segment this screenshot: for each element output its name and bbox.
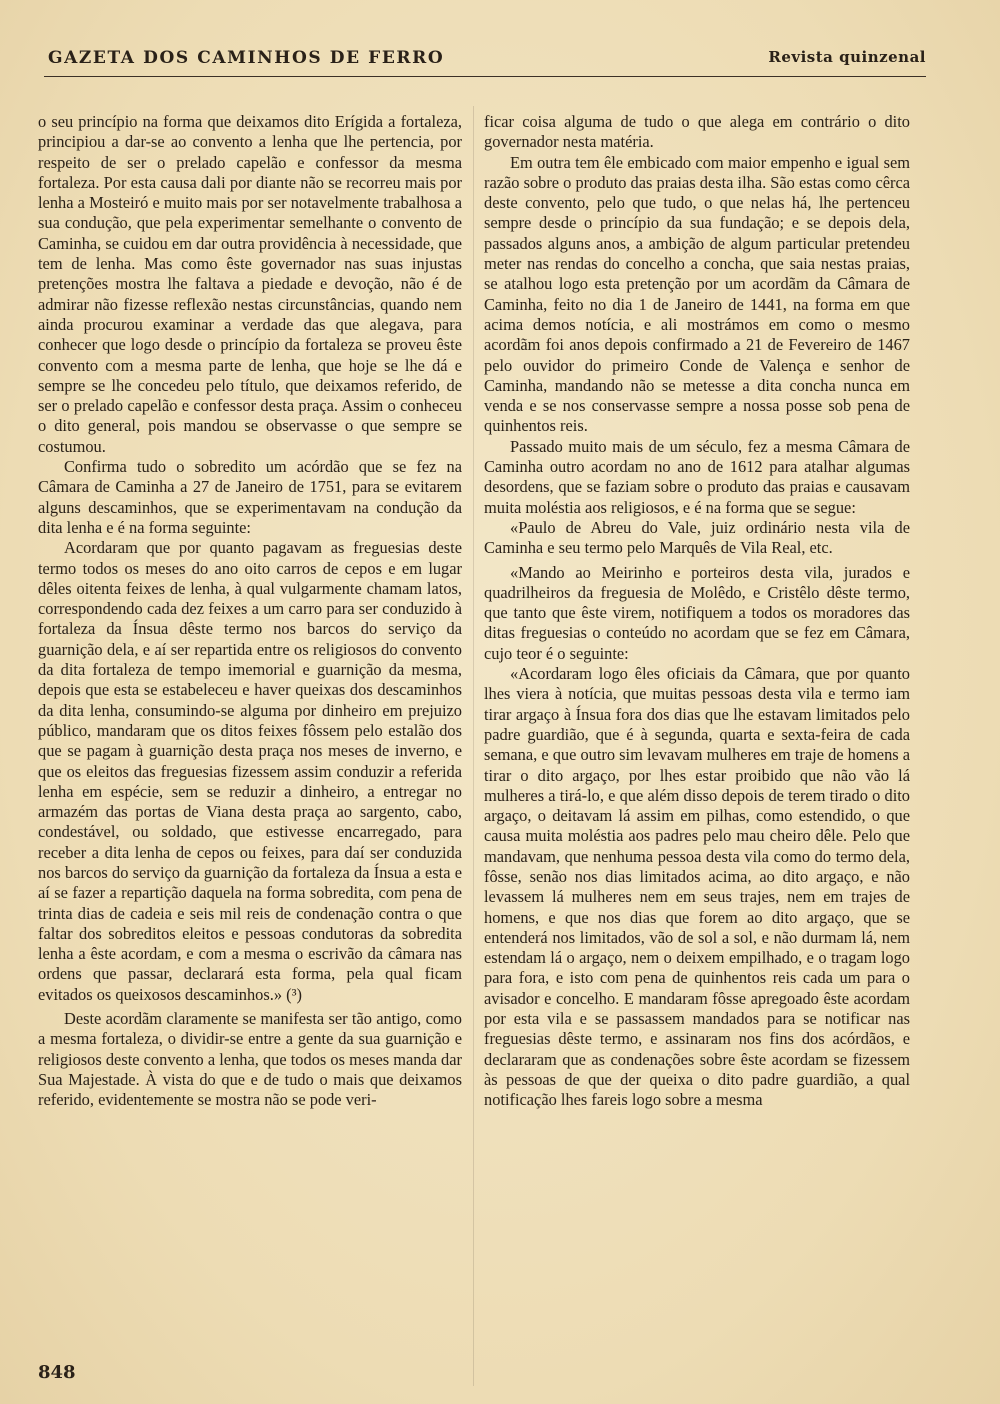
left-column [38, 112, 462, 1111]
right-column [484, 112, 910, 1111]
paragraph: Passado muito mais de um século, fez a mesma Câmara de Caminha outro acordam no ano de 1612 para atalhar algumas desordens, que se faziam sobre o produto das praias e causavam muita moléstia aos religiosos, e é na forma que se segue: [484, 436, 910, 517]
journal-title: GAZETA DOS CAMINHOS DE FERRO [48, 48, 445, 68]
paragraph: Deste acordãm claramente se manifesta ser tão antigo, como a mesma fortaleza, o dividir-se entre a gente da sua guarnição e religiosos deste convento a lenha, que todos os meses manda dar Sua Majestade. À vista do que e de tudo o mais que deixamos referido, evidentemente se mostra não se pode veri- [38, 1009, 462, 1110]
paragraph: «Paulo de Abreu do Vale, juiz ordinário nesta vila de Caminha e seu termo pelo Marquês de Vila Real, etc. [484, 517, 910, 558]
paragraph: Confirma tudo o sobredito um acórdão que se fez na Câmara de Caminha a 27 de Janeiro de 1751, para se evitarem alguns descaminhos, que se experimentavam na condução da dita lenha e é na forma seguinte: [38, 457, 462, 537]
paragraph: Em outra tem êle embicado com maior empenho e igual sem razão sobre o produto das praias desta ilha. São estas como cêrca deste convento, pelo que tudo, o que nelas há, lhe pertenceu sempre desde o princípio da sua fundação; e se depois dela, passados alguns anos, a ambição de algum particular pretendeu meter nas rendas do concelho a concha, que saia nestas praias, se atalhou logo esta pretenção por um acordãm da Câmara de Caminha, feito no dia 1 de Janeiro de 1441, na forma em que acima demos notícia, e ali mostrámos em como o mesmo acordãm foi anos depois confirmado a 21 de Fevereiro de 1467 pelo ouvidor do primeiro Conde de Valença e senhor de Caminha, mandando não se metesse a dita concha nunca em venda e se nos conservasse sempre a nossa posse sob pena de quinhentos reis. [484, 152, 910, 436]
running-header [44, 46, 926, 77]
paragraph: «Mando ao Meirinho e porteiros desta vila, jurados e quadrilheiros da freguesia de Molêdo, e Cristêlo dêste termo, que tanto que êste virem, notifiquem a todos os moradores das ditas freguesias o conteúdo no acordam que se fez em Câmara, cujo teor é o seguinte: [484, 562, 910, 663]
paragraph: o seu princípio na forma que deixamos dito Erígida a fortaleza, principiou a dar-se ao convento a lenha que lhe pertencia, por respeito de ser o prelado capelão e confessor da mesma fortaleza. Por esta causa dali por diante não se recorreu mais por lenha a Mosteiró e muito mais por ser notavelmente trabalhosa a sua condução, que pela experimentar semelhante o convento de Caminha, se cuidou em dar outra providência à necessidade, que tem de lenha. Mas como êste governador nas suas injustas pretenções mostra lhe faltava a piedade e devoção, não é de admirar não fizesse reflexão nestas circunstâncias, quando nem ainda procurou examinar a verdade das que alegava, para conhecer que logo desde o princípio da fortaleza se proveu êste convento com a mesma parte de lenha, que hoje se lhe dá e sempre se lhe concedeu pelo título, que deixamos referido, de ser o prelado capelão e confessor desta praça. Assim o conheceu o dito general, pois mandou se observasse o que sempre se costumou. [38, 112, 462, 456]
paragraph: Acordaram que por quanto pagavam as freguesias deste termo todos os meses do ano oito carros de cepos e em lugar dêles oitenta feixes de lenha, à qual vulgarmente chamam latos, correspondendo cada dez feixes a um carro para ser conduzido à fortaleza da Ínsua dêste termo nos barcos do serviço da guarnição dela, e aí ser repartida entre os religiosos do convento da dita fortaleza de tempo imemorial e guarnição da mesma, depois que esta se estabeleceu e haver queixas dos descaminhos da dita lenha, consumindo-se alguma por dinheiro em prejuizo público, mandaram que os ditos feixes fôssem pelo estalão dos que se pagam à guarnição desta praça nos meses de inverno, e que os eleitos das freguesias fizessem assim conduzir a referida lenha em espécie, sem se reduzir a dinheiro, a entregar no armazém das portas de Viana desta praça ao sargento, cabo, condestável, ou soldado, que estivesse encarregado, para receber a dita lenha de cepos ou feixes, para daí ser conduzida nos barcos do serviço da guarnição da fortaleza da Ínsua a esta e aí se fazer a repartição daquela na forma sobredita, com pena de trinta dias de cadeia e seis mil reis de condenação contra o que faltar dos sobreditos eleitos e pessoas condutoras da sobredita lenha a êste acordam, e com a mesma o escrivão da câmara nas ordens que passar, declarará esta forma, pela qual ficam evitados os queixosos descaminhos.» (³) [38, 538, 462, 1004]
column-separator [473, 106, 474, 1386]
page-number: 848 [38, 1362, 76, 1383]
paragraph: ficar coisa alguma de tudo o que alega em contrário o dito governador nesta matéria. [484, 112, 910, 152]
journal-subtitle: Revista quinzenal [768, 48, 926, 66]
paragraph: «Acordaram logo êles oficiais da Câmara, que por quanto lhes viera à notícia, que muitas pessoas desta vila e termo iam tirar argaço à Ínsua fora dos dias que lhe estavam limitados pelo padre guardião, que é à segunda, quarta e sexta-feira de cada semana, e que outro sim levavam mulheres em traje de homens a tirar o dito argaço, por lhes estar proibido que não vão lá mulheres a tirá-lo, e que além disso depois de terem tirado o dito argaço, o deitavam lá assim em pilhas, como estendido, o que causa muita moléstia aos padres pelo mau cheiro dêle. Pelo que mandavam, que nenhuma pessoa desta vila como do termo dela, fôsse, senão nos dias limitados acima, ao dito argaço, e não levassem lá mulheres nem em seus trajes, nem em trajes de homens, e que nos dias que forem ao dito argaço, que se entenderá nos limitados, vão de sol a sol, e não durmam lá, nem estendam lá o argaço, nem o deixem empilhado, e o tragam logo para fora, e isto com pena de quinhentos reis cada um para o avisador e concelho. E mandaram fôsse apregoado êste acordam por esta vila e se passassem mandados para se notificar nas freguesias dêste termo, e assinaram nos fins dos acórdãos, e declararam que as condenações sobre êste acordam se fizessem às pessoas de que der queixa o dito padre guardião, a qual notificação lhes fareis logo sobre a mesma [484, 664, 911, 1110]
